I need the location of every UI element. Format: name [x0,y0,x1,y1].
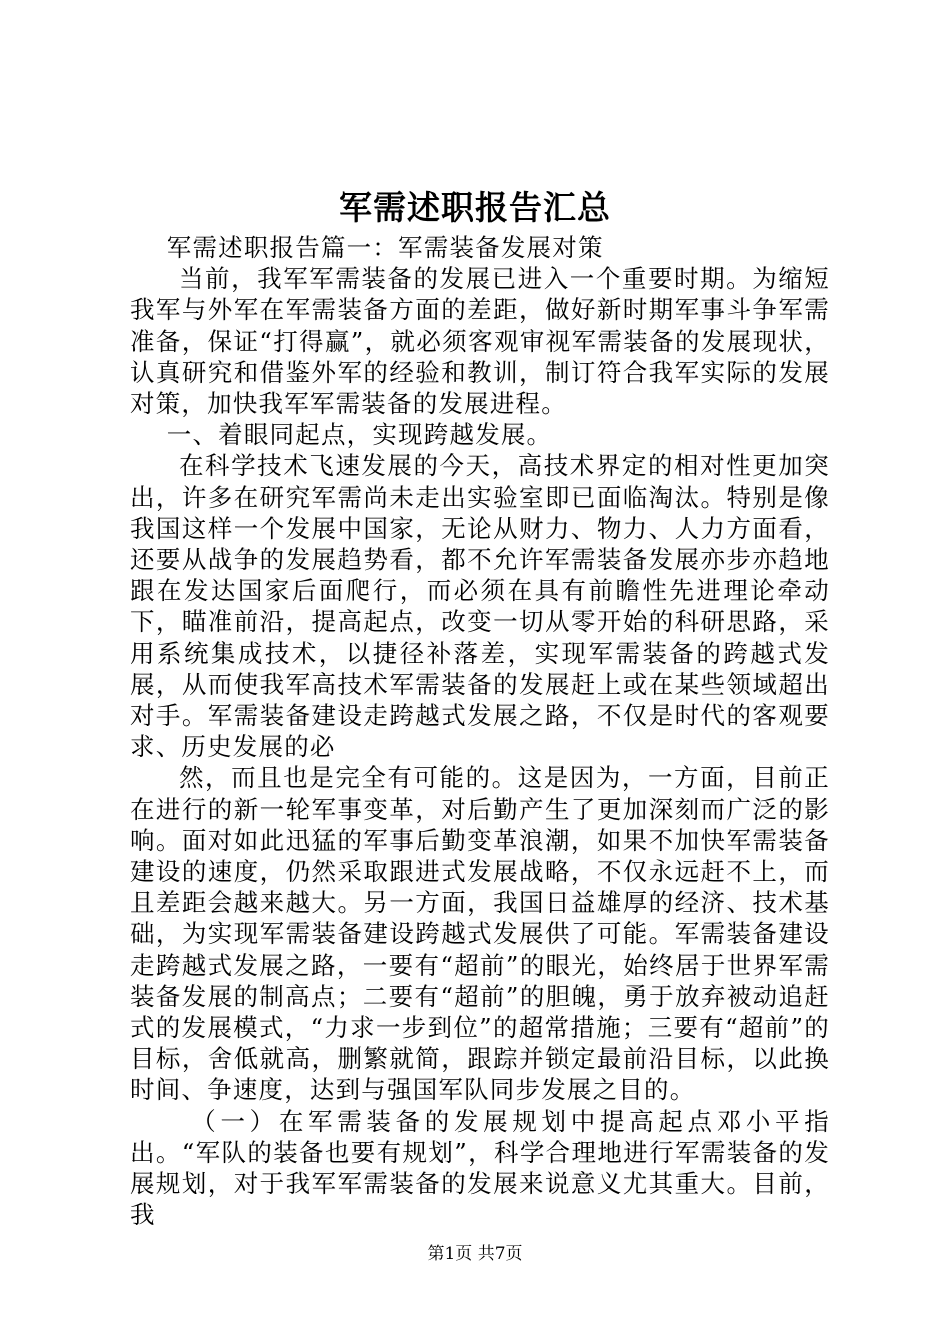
body-paragraph: 当前，我军军需装备的发展已进入一个重要时期。为缩短我军与外军在军需装备方面的差距，做好新时期军事斗争军需准备，保证“打得赢”，就必须客观审视军需装备的发展现状，认真研究和借鉴外军的经验和教训，制订符合我军实际的发展对策，加快我军军需装备的发展进程。 [130,264,830,419]
body-paragraph: （一）在军需装备的发展规划中提高起点邓小平指出。“军队的装备也要有规划”，科学合理地进行军需装备的发展规划，对于我军军需装备的发展来说意义尤其重大。目前，我 [130,1106,830,1230]
body-paragraph: 然，而且也是完全有可能的。这是因为，一方面，目前正在进行的新一轮军事变革，对后勤产生了更加深刻而广泛的影响。面对如此迅猛的军事后勤变革浪潮，如果不加快军需装备建设的速度，仍然采取跟进式发展战略，不仅永远赶不上，而且差距会越来越大。另一方面，我国日益雄厚的经济、技术基础，为实现军需装备建设跨越式发展供了可能。军需装备建设走跨越式发展之路，一要有“超前”的眼光，始终居于世界军需装备发展的制高点；二要有“超前”的胆魄，勇于放弃被动追赶式的发展模式，“力求一步到位”的超常措施；三要有“超前”的目标，舍低就高，删繁就简，跟踪并锁定最前沿目标，以此换时间、争速度，达到与强国军队同步发展之目的。 [130,763,830,1105]
page-number-footer: 第1页 共7页 [427,1244,523,1264]
document-title: 军需述职报告汇总 [339,188,611,227]
body-paragraph: 在科学技术飞速发展的今天，高技术界定的相对性更加突出，许多在研究军需尚未走出实验室即已面临淘汰。特别是像我国这样一个发展中国家，无论从财力、物力、人力方面看，还要从战争的发展趋势看，都不允许军需装备发展亦步亦趋地跟在发达国家后面爬行，而必须在具有前瞻性先进理论牵动下，瞄准前沿，提高起点，改变一切从零开始的科研思路，采用系统集成技术，以捷径补落差，实现军需装备的跨越式发展，从而使我军高技术军需装备的发展赶上或在某些领域超出对手。军需装备建设走跨越式发展之路，不仅是时代的客观要求、历史发展的必 [130,451,830,762]
section-subheading: 一、着眼同起点，实现跨越发展。 [166,420,553,450]
document-body [130,232,830,1231]
section-heading: 军需述职报告篇一：军需装备发展对策 [166,233,604,262]
